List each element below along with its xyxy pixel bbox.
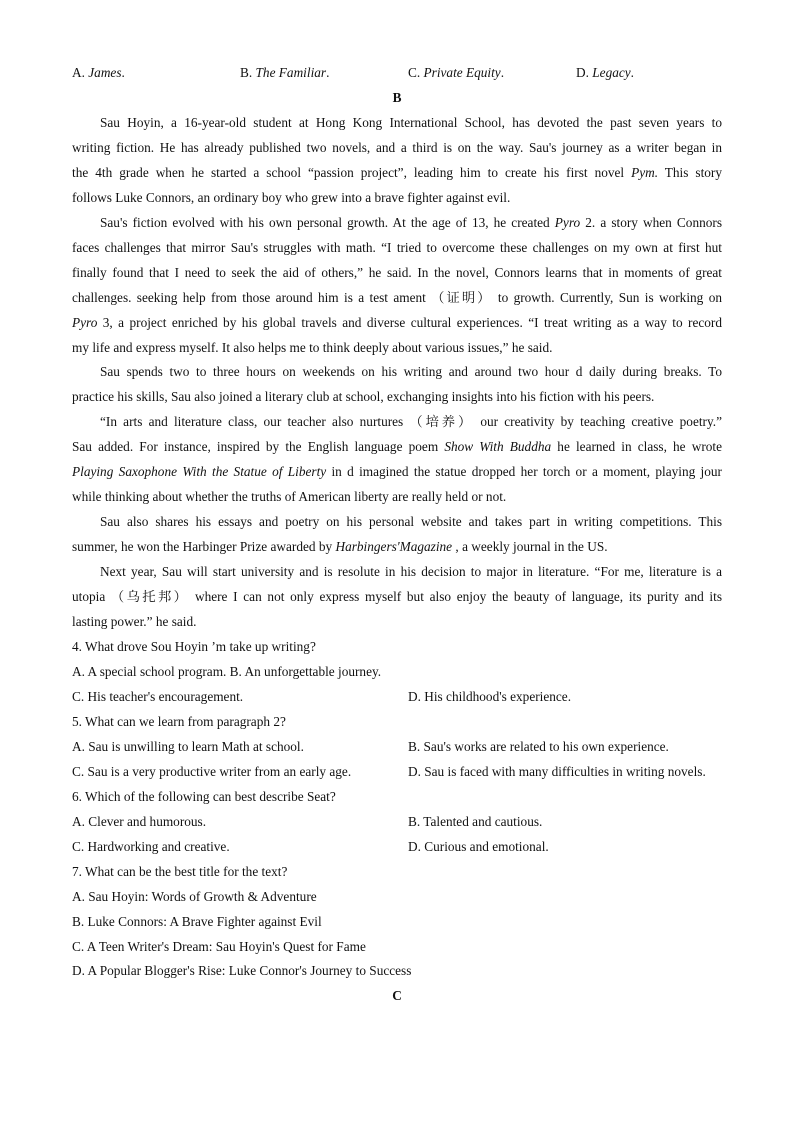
question-7-option-b: B. Luke Connors: A Brave Fighter against Evil	[72, 914, 322, 929]
question-6-option-a: A. Clever and humorous.	[72, 814, 207, 829]
p1-line-4: follows Luke Connors, an ordinary boy who grew into a brave fighter against evil.	[72, 190, 511, 205]
p1-line-2: writing fiction. He has already published two novels, and a third is on the way. Sau's journey as a writer began in	[72, 140, 722, 155]
prev-option-c: C. Private Equity.	[408, 65, 505, 80]
p5-line-2: summer, he won the Harbinger Prize awarded by Harbingers'Magazine , a weekly journal in the US.	[72, 539, 608, 554]
question-5-option-c: C. Sau is a very productive writer from an early age.	[72, 764, 352, 779]
question-4-option-c: C. His teacher's encouragement.	[72, 689, 244, 704]
p2-line-5: Pyro 3, a project enriched by his global travels and diverse cultural experiences. “I treat writing as a way to record	[72, 315, 722, 330]
p2-line-4: challenges. seeking help from those around him is a test ament （证明） to growth. Currently, Sun is working on	[72, 290, 722, 305]
p2-line-2: faces challenges that mirror Sau's struggles with math. “I tried to overcome these challenges on my own at first hut	[72, 240, 722, 255]
question-4-stem: 4. What drove Sou Hoyin ’m take up writing?	[72, 639, 316, 654]
p3-line-1: Sau spends two to three hours on weekends on his writing and around two hour d daily during breaks. To	[100, 364, 722, 379]
section-heading-b: B	[392, 90, 402, 105]
question-4-option-d: D. His childhood's experience.	[408, 689, 572, 704]
p3-line-2: practice his skills, Sau also joined a literary club at school, exchanging insights into his fiction with his peers.	[72, 389, 655, 404]
question-5-option-d: D. Sau is faced with many difficulties in writing novels.	[408, 764, 706, 779]
question-6-option-b: B. Talented and cautious.	[408, 814, 543, 829]
p2-line-1: Sau's fiction evolved with his own personal growth. At the age of 13, he created Pyro 2. a story when Connors	[100, 215, 722, 230]
p2-line-3: finally found that I need to seek the aid of others,” he said. In the novel, Connors learns that in moments of great	[72, 265, 722, 280]
question-7-stem: 7. What can be the best title for the text?	[72, 864, 288, 879]
question-6-option-d: D. Curious and emotional.	[408, 839, 549, 854]
prev-option-b: B. The Familiar.	[240, 65, 330, 80]
question-5-stem: 5. What can we learn from paragraph 2?	[72, 714, 286, 729]
p4-line-1: “In arts and literature class, our teacher also nurtures （培养） our creativity by teaching creative poetry.”	[100, 414, 722, 429]
p4-line-3: Playing Saxophone With the Statue of Liberty in d imagined the statue dropped her torch or a moment, playing jour	[72, 464, 722, 479]
p5-line-1: Sau also shares his essays and poetry on his personal website and takes part in writing competitions. This	[100, 514, 722, 529]
question-6-option-c: C. Hardworking and creative.	[72, 839, 230, 854]
p4-line-2: Sau added. For instance, inspired by the English language poem Show With Buddha he learned in class, he wrote	[72, 439, 722, 454]
prev-option-d: D. Legacy.	[576, 65, 634, 80]
p6-line-3: lasting power.” he said.	[72, 614, 197, 629]
question-7-option-c: C. A Teen Writer's Dream: Sau Hoyin's Quest for Fame	[72, 939, 366, 954]
p2-line-6: my life and express myself. It also helps me to think deeply about various issues,” he said.	[72, 340, 553, 355]
question-6-stem: 6. Which of the following can best describe Seat?	[72, 789, 336, 804]
p6-line-1: Next year, Sau will start university and is resolute in his decision to major in literature. “For me, literature is a	[100, 564, 722, 579]
p1-line-3: the 4th grade when he started a school “passion project”, leading him to create his first novel Pym. This story	[72, 165, 722, 180]
question-7-option-d: D. A Popular Blogger's Rise: Luke Connor's Journey to Success	[72, 963, 412, 978]
prev-option-a: A. James.	[72, 65, 125, 80]
question-4-options-ab: A. A special school program. B. An unforgettable journey.	[72, 664, 382, 679]
question-5-option-a: A. Sau is unwilling to learn Math at school.	[72, 739, 304, 754]
question-5-option-b: B. Sau's works are related to his own experience.	[408, 739, 669, 754]
p6-line-2: utopia （乌托邦） where I can not only express myself but also enjoy the beauty of language, its purity and its	[72, 589, 722, 604]
p1-line-1: Sau Hoyin, a 16-year-old student at Hong Kong International School, has devoted the past seven years to	[100, 115, 722, 130]
section-heading-c: C	[392, 988, 402, 1003]
question-7-option-a: A. Sau Hoyin: Words of Growth & Adventure	[72, 889, 317, 904]
p4-line-4: while thinking about whether the truths of American liberty are really held or not.	[72, 489, 507, 504]
